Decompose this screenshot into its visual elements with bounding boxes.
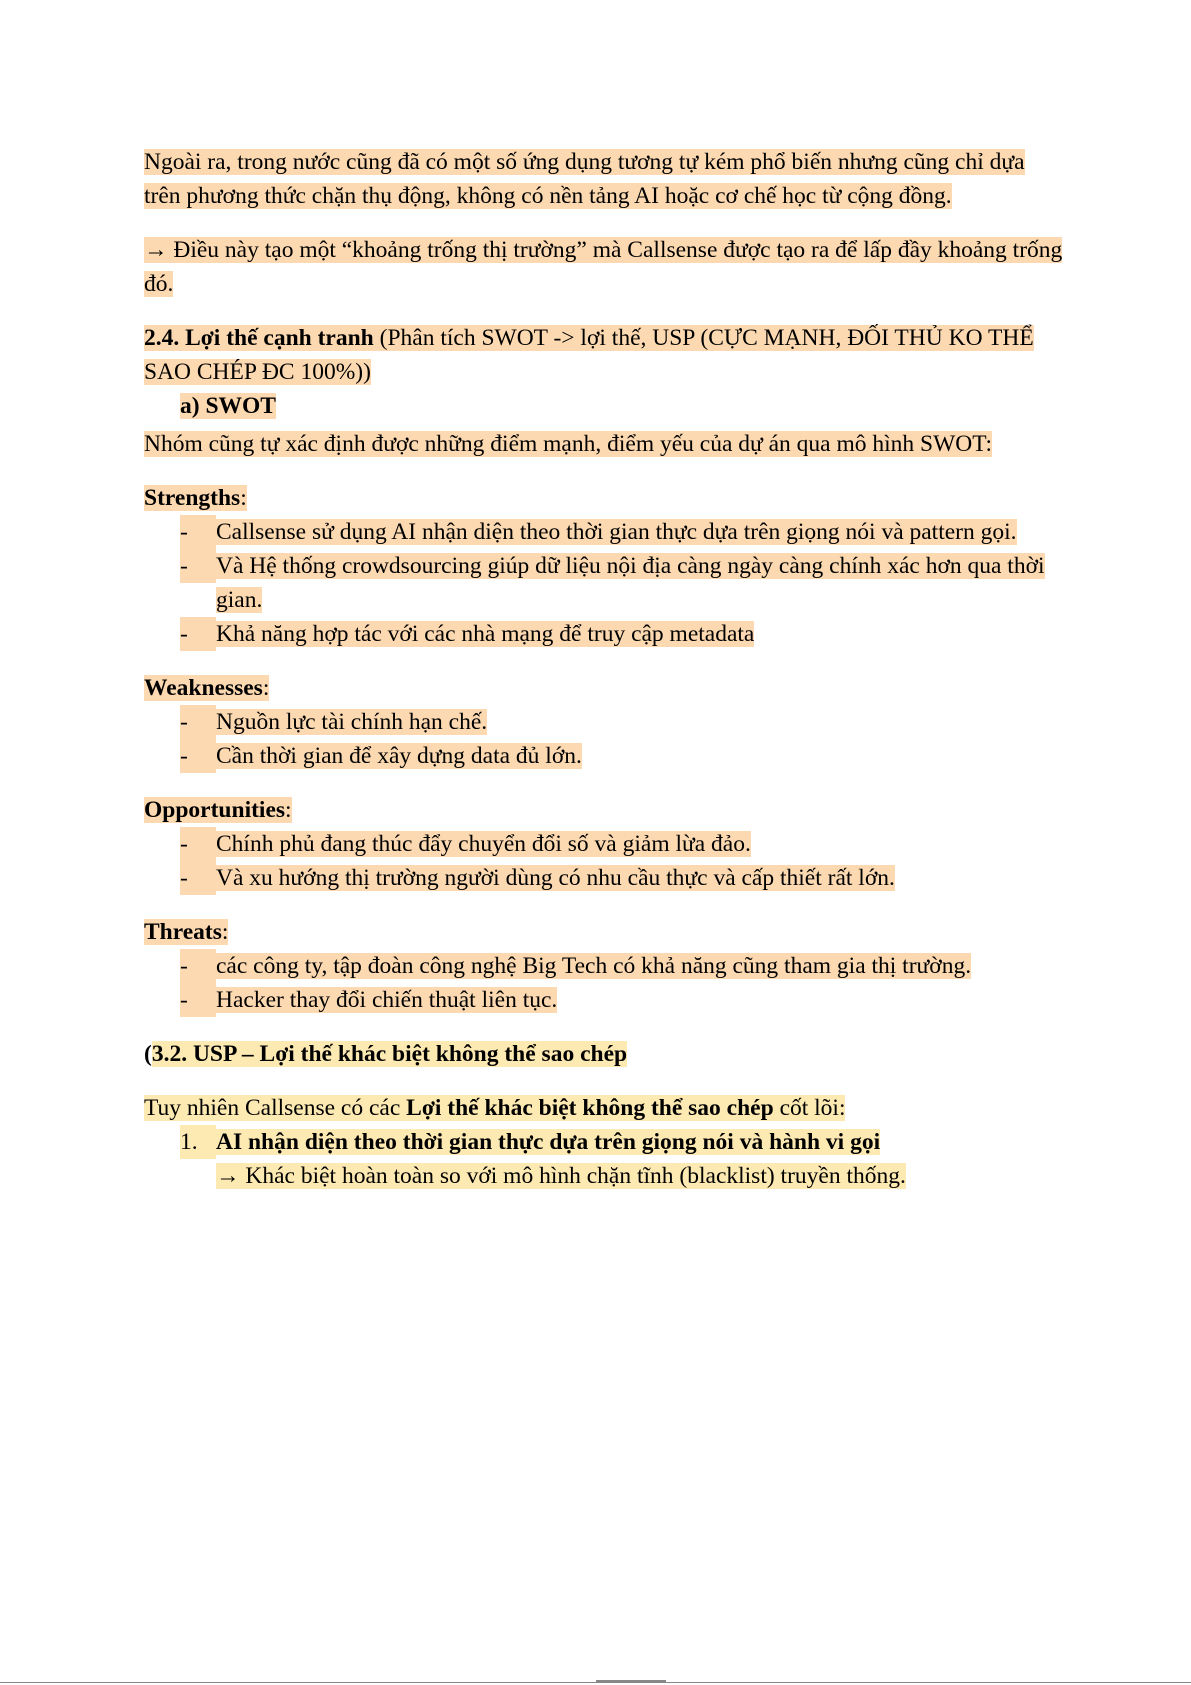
list-item: - Và Hệ thống crowdsourcing giúp dữ liệu nội địa càng ngày càng chính xác hơn qua thời gian.	[144, 549, 1064, 617]
market-gap-paragraph: → Điều này tạo một “khoảng trống thị trường” mà Callsense được tạo ra để lấp đầy khoảng trống đó.	[144, 237, 1063, 297]
strengths-list	[144, 515, 1064, 651]
swot-title: a) SWOT	[180, 393, 276, 419]
list-item: - Và xu hướng thị trường người dùng có nhu cầu thực và cấp thiết rất lớn.	[144, 861, 1064, 895]
usp-intro: Tuy nhiên Callsense có các Lợi thế khác biệt không thể sao chép cốt lõi:	[144, 1095, 846, 1121]
page-divider	[0, 1682, 1191, 1683]
list-item: - Nguồn lực tài chính hạn chế.	[144, 705, 1064, 739]
list-item: 1. AI nhận diện theo thời gian thực dựa trên giọng nói và hành vi gọi → Khác biệt hoàn toàn so với mô hình chặn tĩnh (blacklist) truyền thống.	[144, 1125, 1064, 1193]
section-heading-bold: 2.4. Lợi thế cạnh tranh	[144, 325, 374, 351]
section-heading	[144, 321, 1064, 389]
swot-intro: Nhóm cũng tự xác định được những điểm mạnh, điểm yếu của dự án qua mô hình SWOT:	[144, 431, 992, 457]
section-heading-note: (Phân tích SWOT -> lợi thế, USP (CỰC MẠNH, ĐỐI THỦ KO THỂ SAO CHÉP ĐC 100%))	[144, 325, 1034, 385]
opportunities-list	[144, 827, 1064, 895]
swot-label-threats: Threats:	[144, 919, 229, 945]
list-item: - các công ty, tập đoàn công nghệ Big Tech có khả năng cũng tham gia thị trường.	[144, 949, 1064, 983]
usp-list	[144, 1125, 1064, 1193]
threats-list	[144, 949, 1064, 1017]
list-item: - Chính phủ đang thúc đẩy chuyển đổi số và giảm lừa đảo.	[144, 827, 1064, 861]
usp-heading: (3.2. USP – Lợi thế khác biệt không thể sao chép	[144, 1041, 628, 1067]
list-item: - Hacker thay đổi chiến thuật liên tục.	[144, 983, 1064, 1017]
swot-label-opportunities: Opportunities:	[144, 797, 292, 823]
weaknesses-list	[144, 705, 1064, 773]
list-item: - Khả năng hợp tác với các nhà mạng để truy cập metadata	[144, 617, 1064, 651]
list-item: - Callsense sử dụng AI nhận diện theo thời gian thực dựa trên giọng nói và pattern gọi.	[144, 515, 1064, 549]
list-item: - Cần thời gian để xây dựng data đủ lớn.	[144, 739, 1064, 773]
intro-paragraph: Ngoài ra, trong nước cũng đã có một số ứng dụng tương tự kém phổ biến nhưng cũng chỉ dựa trên phương thức chặn thụ động, không có nền tảng AI hoặc cơ chế học từ cộng đồng.	[144, 149, 1025, 209]
swot-label-strengths: Strengths:	[144, 485, 247, 511]
page-divider-mark	[596, 1680, 666, 1682]
swot-label-weaknesses: Weaknesses:	[144, 675, 270, 701]
document-page	[144, 145, 1064, 1193]
